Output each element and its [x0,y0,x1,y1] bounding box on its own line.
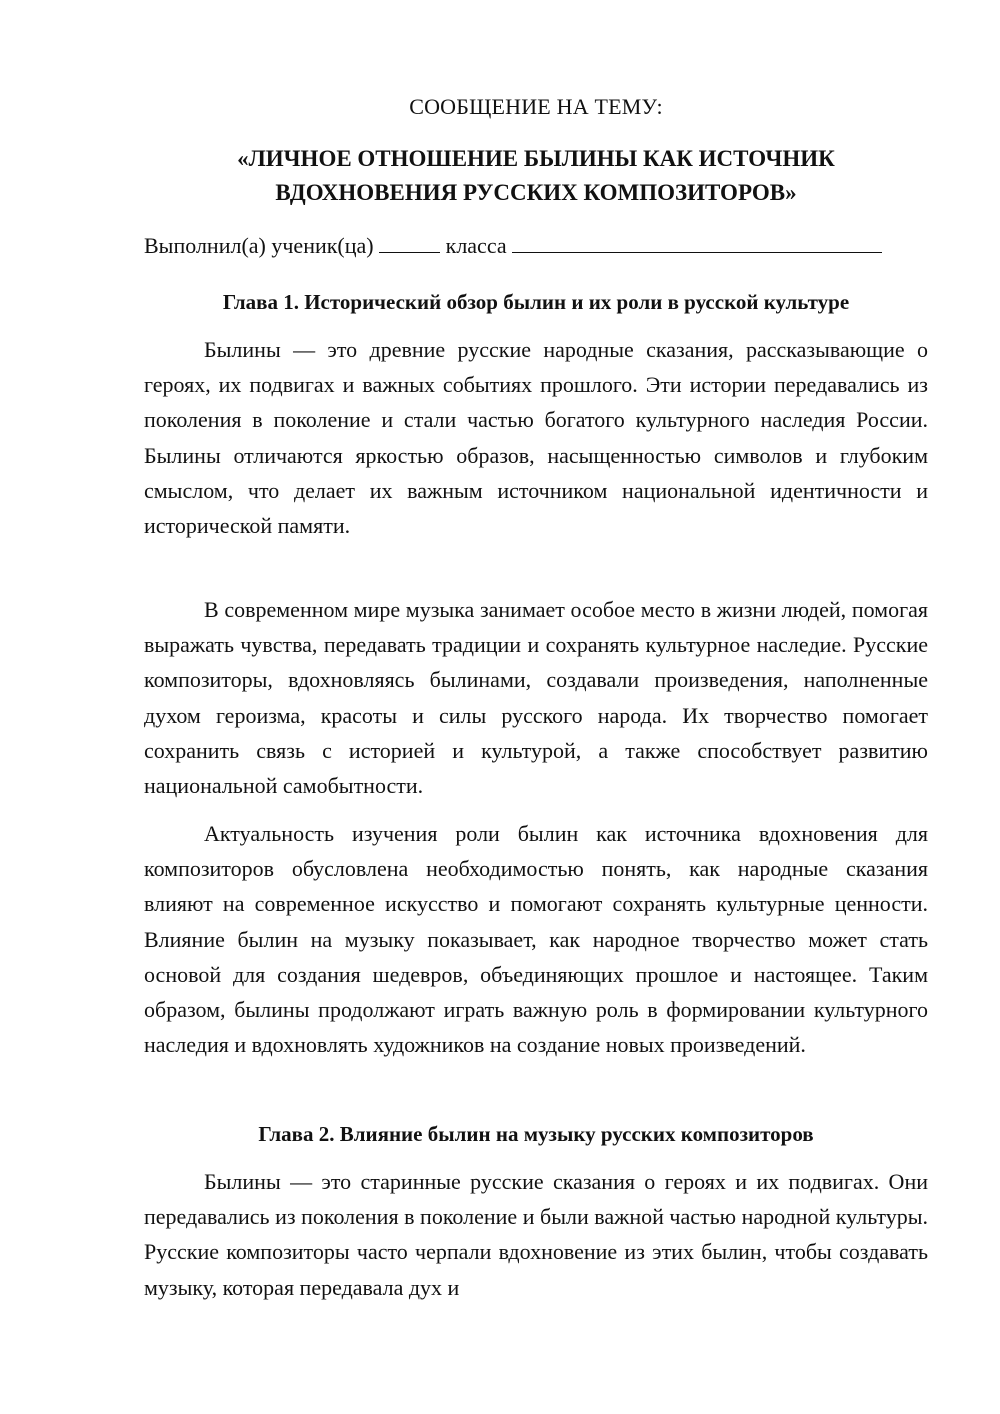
chapter-1-paragraph-3: Актуальность изучения роли былин как источника вдохновения для композиторов обусловлена необходимостью понять, как народные сказания влияют на современное искусство и помогают сохранять культурные ценности. Влияние былин на музыку показывает, как народное творчество может стать основой для создания шедевров, объединяющих прошлое и настоящее. Таким образом, былины продолжают играть важную роль в формировании культурного наследия и вдохновлять художников на создание новых произведений. [144,821,928,1058]
performed-by-label: Выполнил(а) ученик(ца) [144,233,374,258]
chapter-1-paragraph-2: В современном мире музыка занимает особое место в жизни людей, помогая выражать чувства, передавать традиции и сохранять культурное наследие. Русские композиторы, вдохновляясь былинами, создавали произведения, наполненные духом героизма, красоты и силы русского народа. Их творчество помогает сохранить связь с историей и культурой, а также способствует развитию национальной самобытности. [144,597,928,799]
document-kicker: СООБЩЕНИЕ НА ТЕМУ: [409,94,663,119]
chapter-1-paragraph-1: Былины — это древние русские народные сказания, рассказывающие о героях, их подвигах и важных событиях прошлого. Эти истории передавались из поколения в поколение и стали частью богатого культурного наследия России. Былины отличаются яркостью образов, насыщенностью символов и глубоким смыслом, что делает их важным источником национальной идентичности и исторической памяти. [144,337,928,539]
name-blank [512,234,882,253]
grade-blank [379,234,440,253]
title-line-2: ВДОХНОВЕНИЯ РУССКИХ КОМПОЗИТОРОВ» [275,180,797,205]
class-label: класса [445,233,507,258]
chapter-2-heading: Глава 2. Влияние былин на музыку русских композиторов [258,1122,814,1146]
author-line [144,233,928,259]
chapter-2-paragraph-1: Былины — это старинные русские сказания о героях и их подвигах. Они передавались из поколения в поколение и были важной частью народной культуры. Русские композиторы часто черпали вдохновение из этих былин, чтобы создавать музыку, которая передавала дух и [144,1169,928,1300]
document-title [0,142,1000,210]
chapter-1-heading: Глава 1. Исторический обзор былин и их роли в русской культуре [222,290,850,314]
title-line-1: «ЛИЧНОЕ ОТНОШЕНИЕ БЫЛИНЫ КАК ИСТОЧНИК [237,146,835,171]
